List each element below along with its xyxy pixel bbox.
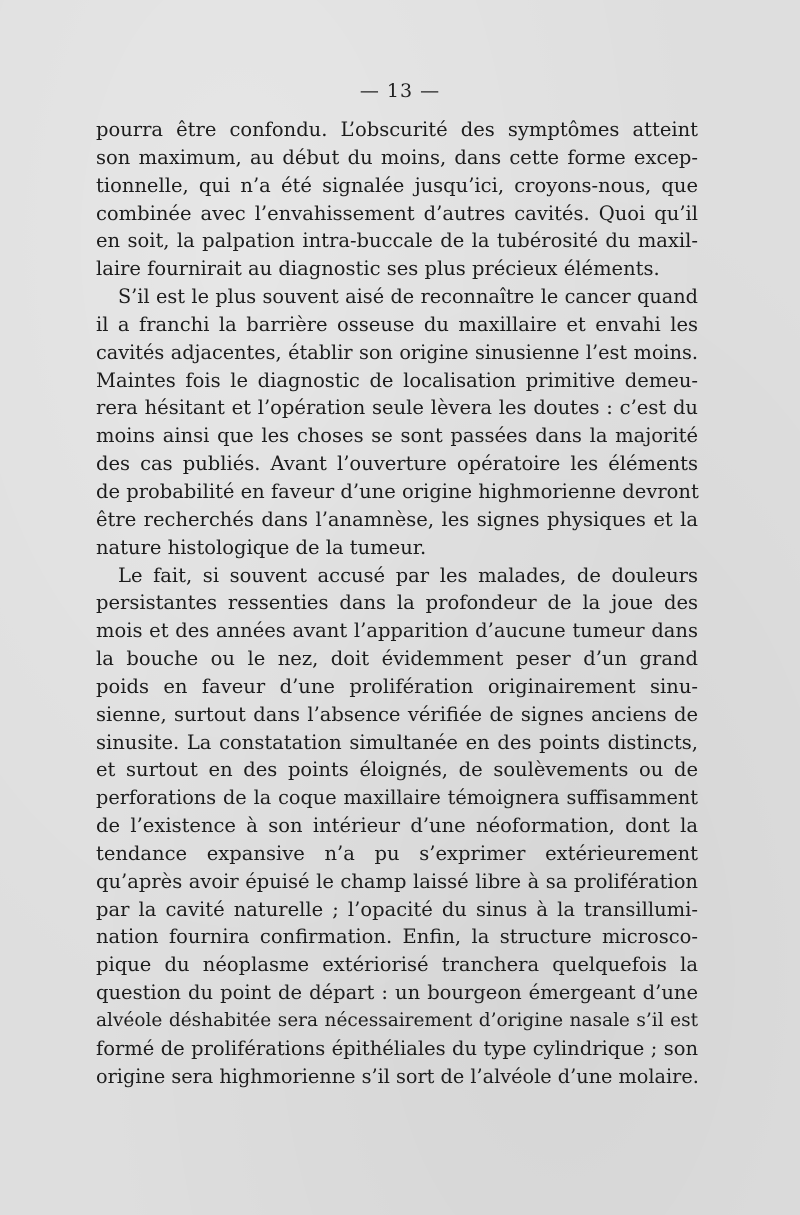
paragraph xyxy=(96,562,698,1091)
text-line: combinée avec l’envahissement d’autres cavités. Quoi qu’il xyxy=(96,201,698,225)
text-line: de probabilité en faveur d’une origine highmorienne devront xyxy=(96,479,699,503)
text-line: nature histologique de la tumeur. xyxy=(96,535,427,559)
text-line: qu’après avoir épuisé le champ laissé libre à sa prolifération xyxy=(96,869,698,893)
body-text xyxy=(96,116,698,1091)
text-line: des cas publiés. Avant l’ouverture opératoire les éléments xyxy=(96,452,698,476)
text-line: sinusite. La constatation simultanée en des points distincts, xyxy=(96,730,698,754)
paragraph xyxy=(96,283,698,561)
text-line: rera hésitant et l’opération seule lèvera les doutes : c’est du xyxy=(96,396,698,420)
text-line: tendance expansive n’a pu s’exprimer extérieurement xyxy=(96,841,698,865)
text-line: mois et des années avant l’apparition d’aucune tumeur dans xyxy=(96,619,698,643)
text-line: en soit, la palpation intra-buccale de la tubérosité du maxil- xyxy=(96,229,698,253)
text-line: et surtout en des points éloignés, de soulèvements ou de xyxy=(96,758,698,782)
text-line: sienne, surtout dans l’absence vérifiée de signes anciens de xyxy=(96,702,698,726)
text-line: question du point de départ : un bourgeon émergeant d’une xyxy=(96,981,698,1005)
text-line: origine sera highmorienne s’il sort de l’alvéole d’une molaire. xyxy=(96,1064,699,1088)
text-line: moins ainsi que les choses se sont passées dans la majorité xyxy=(96,424,698,448)
text-line: pique du néoplasme extériorisé tranchera quelquefois la xyxy=(96,953,698,977)
text-line: être recherchés dans l’anamnèse, les signes physiques et la xyxy=(96,507,698,531)
text-line: S’il est le plus souvent aisé de reconnaître le cancer quand xyxy=(118,285,698,309)
text-line: cavités adjacentes, établir son origine sinusienne l’est moins. xyxy=(96,340,698,364)
text-line: tionnelle, qui n’a été signalée jusqu’ici, croyons-nous, que xyxy=(96,173,698,197)
text-line: la bouche ou le nez, doit évidemment peser d’un grand xyxy=(96,647,698,671)
text-line: il a franchi la barrière osseuse du maxillaire et envahi les xyxy=(96,312,698,336)
paragraph xyxy=(96,116,698,283)
page-number: — 13 — xyxy=(359,80,441,102)
text-line: Le fait, si souvent accusé par les malades, de douleurs xyxy=(118,563,698,587)
text-line: de l’existence à son intérieur d’une néoformation, dont la xyxy=(96,814,698,838)
text-line: par la cavité naturelle ; l’opacité du sinus à la transillumi- xyxy=(96,897,698,921)
text-line: son maximum, au début du moins, dans cette forme excep- xyxy=(96,145,698,169)
text-line: perforations de la coque maxillaire témoignera suffisamment xyxy=(96,786,698,810)
text-line: alvéole déshabitée sera nécessairement d’origine nasale s’il est xyxy=(96,1010,698,1031)
text-line: nation fournira confirmation. Enfin, la structure microsco- xyxy=(96,925,698,949)
text-line: persistantes ressenties dans la profondeur de la joue des xyxy=(96,591,698,615)
text-line: laire fournirait au diagnostic ses plus précieux éléments. xyxy=(96,257,660,281)
text-line: Maintes fois le diagnostic de localisation primitive demeu- xyxy=(96,368,698,392)
text-line: pourra être confondu. L’obscurité des symptômes atteint xyxy=(96,118,698,141)
text-line: poids en faveur d’une prolifération originairement sinu- xyxy=(96,674,698,698)
text-line: formé de proliférations épithéliales du type cylindrique ; son xyxy=(96,1036,698,1060)
